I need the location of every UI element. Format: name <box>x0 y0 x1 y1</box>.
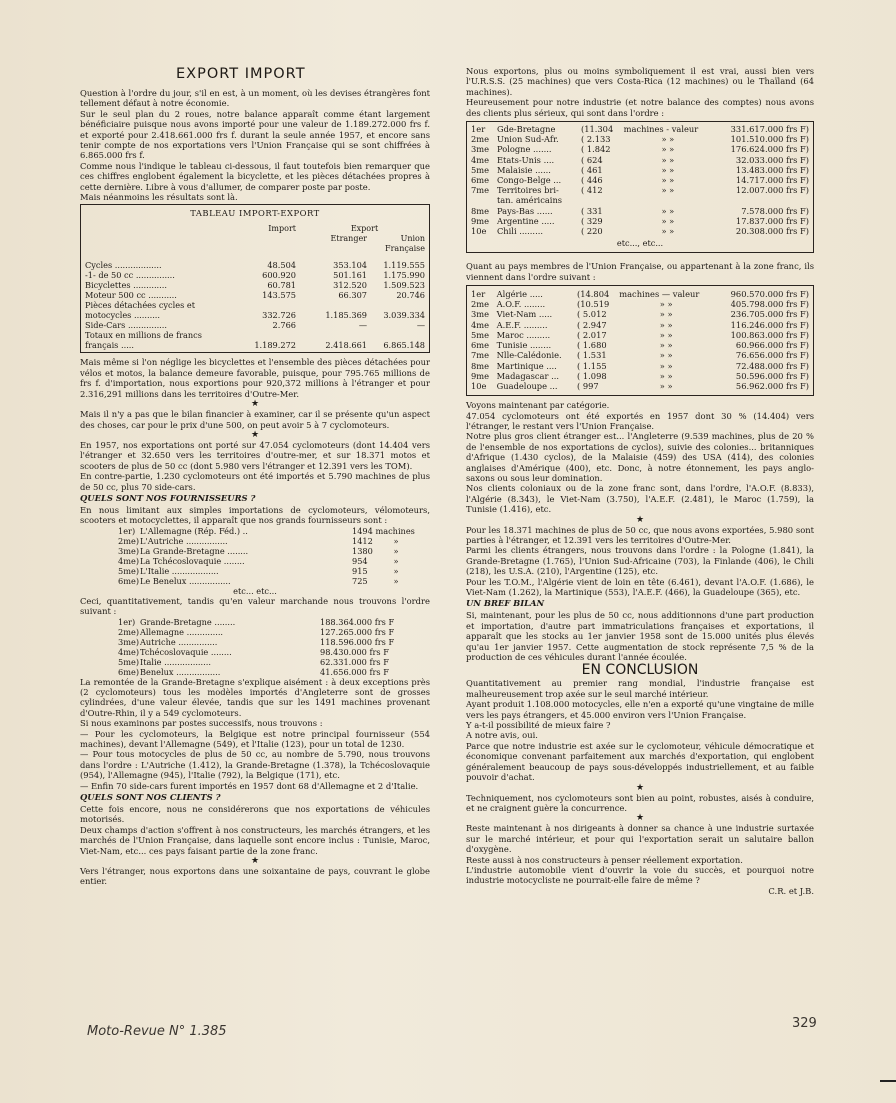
table-row: Totaux en millions de francs français ..... 1.189.272 2.418.661 6.865.148 <box>85 330 425 351</box>
table-row: 8me Martinique .... ( 1.155 » » 72.488.000 frs F) <box>471 360 809 371</box>
foreign-clients-table <box>466 121 814 253</box>
list-item: 3me) Autriche ............... 118.596.000 frs F <box>118 636 395 647</box>
paragraph: Y a-t-il possibilité de mieux faire ? <box>466 720 611 731</box>
paragraph: — Enfin 70 side-cars furent importés en 1957 dont 68 d'Allemagne et 2 d'Italie. <box>80 780 419 791</box>
table-row: Pièces détachées cycles et motocycles .......... 332.726 1.185.369 3.039.334 <box>85 300 425 321</box>
paragraph: Notre plus gros client étranger est... l'Angleterre (9.539 machines, plus de 20 % de l'ensemble de nos exportations de cyclos), suivie des colonies... britanniques d'Afrique (1.430 cyclos), de la Malaisie (459) des USA (414), des colonies anglaises d'Amérique (400), etc. Donc, à notre étonnement, les pays anglo-saxons ou sous leur domination. <box>466 431 814 483</box>
table-row: 4me A.E.F. ......... ( 2.947 » » 116.246.000 frs F) <box>471 319 809 330</box>
paragraph: Vers l'étranger, nous exportons dans une soixantaine de pays, couvrant le globe entier. <box>80 866 430 887</box>
intro-paragraph: Comme nous l'indique le tableau ci-dessous, il faut toutefois bien remarquer que ces chiffres englobent également la bicyclette, et les pièces détachées propres à cette dernière. Libre à vous d'allumer, de comparer poste par poste. <box>80 160 430 192</box>
table-row: Moteur 500 cc ........... 143.575 66.307 20.746 <box>85 290 425 301</box>
paragraph: Reste maintenant à nos dirigeants à donner sa chance à une industrie surtaxée sur le marché intérieur, et pour qui l'exportation serait un salutaire ballon d'oxygène. <box>466 823 814 855</box>
list-item: 2me) L'Autriche ................ 1412 » <box>118 535 399 546</box>
intro-paragraph: Mais néanmoins les résultats sont là. <box>80 192 238 203</box>
table-row: 3me Viet-Nam ..... ( 5.012 » » 236.705.000 frs F) <box>471 309 809 320</box>
paragraph: — Pour les cyclomoteurs, la Belgique est notre principal fournisseur (554 machines), devant l'Allemagne (549), et l'Italie (123), pour un total de 1230. <box>80 728 430 749</box>
col-union: Union Française <box>385 234 425 254</box>
star-separator: ★ <box>250 856 260 867</box>
conclusion-heading: EN CONCLUSION <box>581 662 699 679</box>
paragraph: Nous exportons, plus ou moins symboliquement il est vrai, aussi bien vers l'U.R.S.S. (25 machines) que vers Costa-Rica (12 machines) ou le Thaïland (64 machines). <box>466 66 814 97</box>
left-column <box>80 88 430 887</box>
list-item: 5me) Italie .................. 62.331.000 frs F <box>118 656 389 667</box>
intro-paragraph: Question à l'ordre du jour, s'il en est, à un moment, où les devises étrangères font tellement défaut à notre économie. <box>80 88 430 109</box>
paragraph: Ayant produit 1.108.000 motocycles, elle n'en a exporté qu'une vingtaine de mille vers les pays étrangers, et 45.000 environ vers l'Union Française. <box>466 699 814 720</box>
paragraph: En contre-partie, 1.230 cyclomoteurs ont été importés et 5.790 machines de plus de 50 cc, plus 70 side-cars. <box>80 471 430 492</box>
paragraph: — Pour tous motocycles de plus de 50 cc, au nombre de 5.790, nous trouvons dans l'ordre : L'Autriche (1.412), la Grande-Bretagne (1.378), la Tchécoslovaquie (954), l'Allemagne (945), l'Italie (792), la Belgique (171), etc. <box>80 749 430 781</box>
table-title: TABLEAU IMPORT-EXPORT <box>190 208 320 219</box>
paragraph: Techniquement, nos cyclomoteurs sont bien au point, robustes, aisés à conduire, et ne craignent guère la concurrence. <box>466 792 814 813</box>
page-number: 329 <box>792 1016 817 1031</box>
paragraph: Pour les T.O.M., l'Algérie vient de loin en tête (6.461), devant l'A.O.F. (1.686), le Viet-Nam (1.262), la Martinique (553), l'A.E.F. (466), la Guadeloupe (365), etc. <box>466 576 814 598</box>
intro-paragraph: Sur le seul plan du 2 roues, notre balance apparaît comme étant largement bénéficiaire puisque nous avons importé pour une valeur de 1.189.272.000 frs f. et exporté pour 2.418.661.000 frs f. durant la seule année 1957, et encore sans tenir compte de nos exportations vers l'Union Française qui se sont chiffrées à 6.865.000 frs f. <box>80 108 430 161</box>
page-edge-mark <box>880 1080 896 1082</box>
signature: C.R. et J.B. <box>768 885 814 896</box>
table-row: 2me Union Sud-Afr. ( 2.133 » » 101.510.000 frs F) <box>471 134 809 145</box>
table-row: 5me Malaisie ...... ( 461 » » 13.483.000 frs F) <box>471 164 809 175</box>
table-row: 8me Pays-Bas ...... ( 331 » » 7.578.000 frs F) <box>471 205 809 216</box>
list-item: 1er) L'Allemagne (Rép. Féd.) .. 1494 machines <box>118 525 415 536</box>
table-row: Bicyclettes ............. 60.781 312.520 1.509.523 <box>85 280 425 291</box>
star-separator: ★ <box>635 813 645 824</box>
star-separator: ★ <box>635 782 645 793</box>
table-row: 5me Maroc ......... ( 2.017 » » 100.863.000 frs F) <box>471 329 809 340</box>
paragraph: L'industrie automobile vient d'ouvrir la voie du succès, et pourquoi notre industrie motocycliste ne pourrait-elle faire de même ? <box>466 864 814 886</box>
table-row: Side-Cars ............... 2.766 — — <box>85 320 425 331</box>
star-separator: ★ <box>635 514 645 525</box>
table-row: 7me Territoires bri- tan. américains ( 412 » » 12.007.000 frs F) <box>471 185 809 206</box>
col-import: Import <box>268 224 296 234</box>
paragraph: Heureusement pour notre industrie (et notre balance des comptes) nous avons des clients plus sérieux, qui sont dans l'ordre : <box>466 97 814 118</box>
paragraph: En 1957, nos exportations ont porté sur 47.054 cyclomoteurs (dont 14.404 vers l'étranger et 32.650 vers les territoires d'outre-mer, et sur 18.371 motos et scooters de plus de 50 cc (dont 5.980 vers l'étranger et 12.391 vers les TOM). <box>80 439 430 471</box>
table-row: 10e Chili ......... ( 220 » » 20.308.000 frs F) <box>471 226 809 237</box>
etc-text: etc..., etc... <box>616 238 664 249</box>
paragraph: Parmi les clients étrangers, nous trouvons dans l'ordre : la Pologne (1.841), la Grande-Bretagne (1.765), l'Union Sud-Africaine (703), la Finlande (406), le Chili (218), les U.S.A. (210), l'Argentine (125), etc. <box>466 545 814 577</box>
list-item: 4me) La Tchécoslovaquie ........ 954 » <box>118 555 399 566</box>
union-clients-table <box>466 285 814 396</box>
paragraph: Si, maintenant, pour les plus de 50 cc, nous additionnons d'une part production et importation, d'autre part immatriculations françaises et exportations, il apparaît que les stocks au 1er janvier 1958 sont de 15.000 unités plus élevés qu'au 1er janvier 1957. Cette augmentation de stock représente 7,5 % de la production de ces véhicules durant l'année écoulée. <box>466 610 814 663</box>
list-item: 5me) L'Italie .................. 915 » <box>118 565 399 576</box>
list-item: 4me) Tchécoslovaquie ........ 98.430.000 frs F <box>118 646 389 657</box>
article-title: EXPORT IMPORT <box>176 66 306 82</box>
import-export-table <box>80 204 430 353</box>
suppliers-value-list <box>80 617 430 677</box>
section-heading: QUELS SONT NOS CLIENTS ? <box>80 792 221 803</box>
section-heading: UN BREF BILAN <box>466 598 545 609</box>
paragraph: Reste aussi à nos constructeurs à penser réellement exportation. <box>466 854 743 865</box>
table-row: Cycles .................. 48.504 353.104 1.119.555 <box>85 260 425 271</box>
table-row: 2me A.O.F. ........ (10.519 » » 405.798.000 frs F) <box>471 299 809 310</box>
col-etranger: Etranger <box>330 234 367 244</box>
table-row: 6me Tunisie ........ ( 1.680 » » 60.966.000 frs F) <box>471 340 809 351</box>
list-item: 6me) Benelux ................. 41.656.000 frs F <box>118 666 389 677</box>
table-row: 1er Gde-Bretagne (11.304 machines - valeur 331.617.000 frs F) <box>471 124 809 135</box>
paragraph: La remontée de la Grande-Bretagne s'explique aisément : à deux exceptions près (2 cyclomoteurs) tous les modèles importés d'Angleterre sont de grosses cylindrées, d'une valeur élevée, tandis que sur les 1491 machines provenant d'Outre-Rhin, il y a 549 cyclomoteurs. <box>80 676 430 718</box>
paragraph: Voyons maintenant par catégorie. <box>466 400 610 411</box>
list-item: 1er) Grande-Bretagne ........ 188.364.000 frs F <box>118 616 395 627</box>
suppliers-quantity-list <box>80 526 430 586</box>
table-row: 9me Argentine ..... ( 329 » » 17.837.000 frs F) <box>471 215 809 226</box>
magazine-issue: Moto-Revue N° 1.385 <box>87 1024 227 1039</box>
list-item: 3me) La Grande-Bretagne ........ 1380 » <box>118 545 399 556</box>
table-row: 1er Algérie ..... (14.804 machines — valeur 960.570.000 frs F) <box>471 289 809 300</box>
right-column <box>466 66 814 896</box>
paragraph: Quantitativement au premier rang mondial, l'industrie française est malheureusement trop axée sur le seul marché intérieur. <box>466 678 814 699</box>
paragraph: Mais même si l'on néglige les bicyclettes et l'ensemble des pièces détachées pour vélos et motos, la balance demeure favorable, puisque, pour 795.765 millions de frs f. d'importation, nous exportions pour 920,372 millions à l'étranger et pour 2.316,291 millions dans les territoires d'Outre-Mer. <box>80 357 430 399</box>
star-separator: ★ <box>250 399 260 410</box>
paragraph: Ceci, quantitativement, tandis qu'en valeur marchande nous trouvons l'ordre suivant : <box>80 595 430 617</box>
list-item: 2me) Allemagne .............. 127.265.000 frs F <box>118 626 395 637</box>
table-row: 10e Guadeloupe ... ( 997 » » 56.962.000 frs F) <box>471 380 809 391</box>
paragraph: En nous limitant aux simples importations de cyclomoteurs, vélomoteurs, scooters et motocyclettes, il apparaît que nos grands fournisseurs sont : <box>80 504 430 526</box>
col-export: Export <box>350 224 379 234</box>
paragraph: Si nous examinons par postes successifs, nous trouvons : <box>80 718 323 729</box>
table-row: 6me Congo-Belge ... ( 446 » » 14.717.000 frs F) <box>471 175 809 186</box>
table-row: 4me Etats-Unis .... ( 624 » » 32.033.000 frs F) <box>471 154 809 165</box>
paragraph: Nos clients coloniaux ou de la zone franc sont, dans l'ordre, l'A.O.F. (8.833), l'Algérie (8.343), le Viet-Nam (3.750), l'A.E.F. (2.481), le Maroc (1.759), la Tunisie (1.416), etc. <box>466 483 814 515</box>
paragraph: Cette fois encore, nous ne considérerons que nos exportations de véhicules motorisés. <box>80 804 430 825</box>
paragraph: Pour les 18.371 machines de plus de 50 cc, que nous avons exportées, 5.980 sont parties à l'étranger, et 12.391 vers les territoires d'Outre-Mer. <box>466 524 814 545</box>
paragraph: A notre avis, oui. <box>466 730 538 741</box>
table-row: 7me Nlle-Calédonie. ( 1.531 » » 76.656.000 frs F) <box>471 350 809 361</box>
paragraph: Mais il n'y a pas que le bilan financier à examiner, car il se présente qu'un aspect des choses, car pour le prix d'une 500, on peut avoir 5 à 7 cyclomoteurs. <box>80 409 430 430</box>
paragraph: Deux champs d'action s'offrent à nos constructeurs, les marchés étrangers, et les marchés de l'Union Française, dans laquelle sont encore inclus : Tunisie, Maroc, Viet-Nam, etc... ces pays faisant partie de la zone franc. <box>80 824 430 856</box>
star-separator: ★ <box>250 429 260 440</box>
paragraph: Parce que notre industrie est axée sur le cyclomoteur, véhicule démocratique et économique convenant parfaitement aux marchés d'exportation, qui englobent généralement beaucoup de pays sous-développés industriellement, et au faible pouvoir d'achat. <box>466 740 814 783</box>
table-row: 9me Madagascar ... ( 1.098 » » 50.596.000 frs F) <box>471 370 809 381</box>
section-heading: QUELS SONT NOS FOURNISSEURS ? <box>80 492 256 503</box>
list-item: 6me) Le Benelux ................ 725 » <box>118 575 399 586</box>
table-row: -1- de 50 cc ............... 600.920 501.161 1.175.990 <box>85 270 425 281</box>
paragraph: 47.054 cyclomoteurs ont été exportés en 1957 dont 30 % (14.404) vers l'étranger, le restant vers l'Union Française. <box>466 410 814 431</box>
table-row: 3me Pologne ....... ( 1.842 » » 176.624.000 frs F) <box>471 144 809 155</box>
etc-text: etc... etc... <box>233 585 277 596</box>
paragraph: Quant au pays membres de l'Union Française, ou appartenant à la zone franc, ils viennent dans l'ordre suivant : <box>466 261 814 282</box>
